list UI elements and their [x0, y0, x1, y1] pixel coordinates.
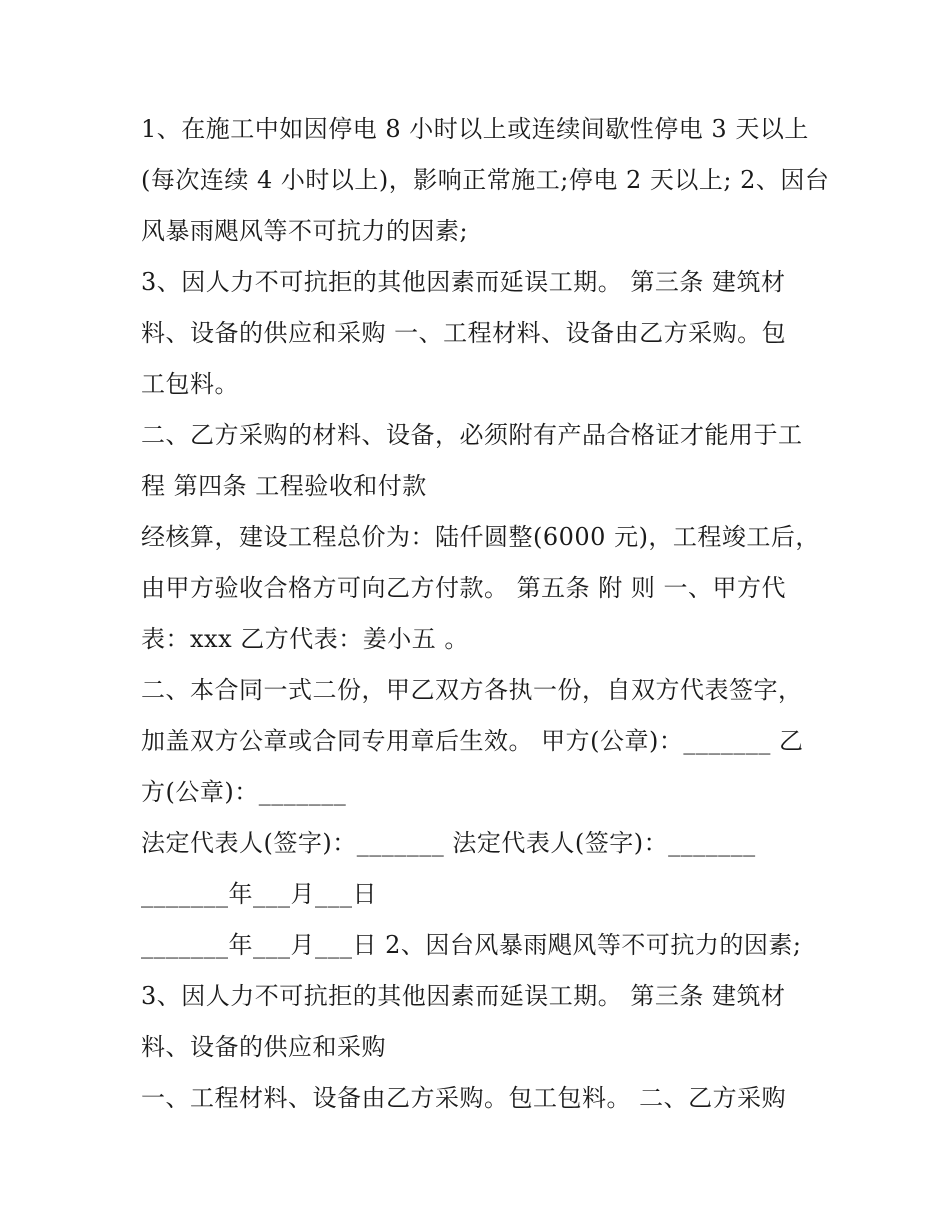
text-line: 一、工程材料、设备由乙方采购。包工包料。 二、乙方采购	[141, 1084, 787, 1112]
text-line: 方(公章)：_______	[141, 778, 347, 806]
text-line: 二、本合同一式二份，甲乙双方各执一份，自双方代表签字，	[141, 676, 803, 704]
text-line: 表：xxx 乙方代表：姜小五 。	[141, 625, 469, 653]
text-line: 3、因人力不可抗拒的其他因素而延误工期。 第三条 建筑材	[141, 268, 786, 296]
text-line: 料、设备的供应和采购 一、工程材料、设备由乙方采购。包	[141, 319, 787, 347]
text-line: 加盖双方公章或合同专用章后生效。 甲方(公章)：_______ 乙	[141, 727, 804, 755]
document-body	[141, 104, 830, 1124]
text-line: 风暴雨飓风等不可抗力的因素;	[141, 217, 469, 245]
text-line: _______年___月___日	[141, 880, 377, 908]
text-line: 法定代表人(签字)：_______ 法定代表人(签字)：_______	[141, 829, 756, 857]
text-line: 经核算，建设工程总价为：陆仟圆整(6000 元)，工程竣工后，	[141, 523, 820, 551]
text-line: 二、乙方采购的材料、设备，必须附有产品合格证才能用于工	[141, 421, 803, 449]
text-line: 3、因人力不可抗拒的其他因素而延误工期。 第三条 建筑材	[141, 982, 786, 1010]
text-line: 由甲方验收合格方可向乙方付款。 第五条 附 则 一、甲方代	[141, 574, 787, 602]
text-line: 程 第四条 工程验收和付款	[141, 472, 427, 500]
text-line: 工包料。	[141, 370, 239, 398]
text-line: 料、设备的供应和采购	[141, 1033, 386, 1061]
text-line: 1、在施工中如因停电 8 小时以上或连续间歇性停电 3 天以上	[141, 115, 809, 143]
text-line: _______年___月___日 2、因台风暴雨飓风等不可抗力的因素;	[141, 931, 802, 959]
text-line: (每次连续 4 小时以上)，影响正常施工;停电 2 天以上; 2、因台	[141, 166, 830, 194]
